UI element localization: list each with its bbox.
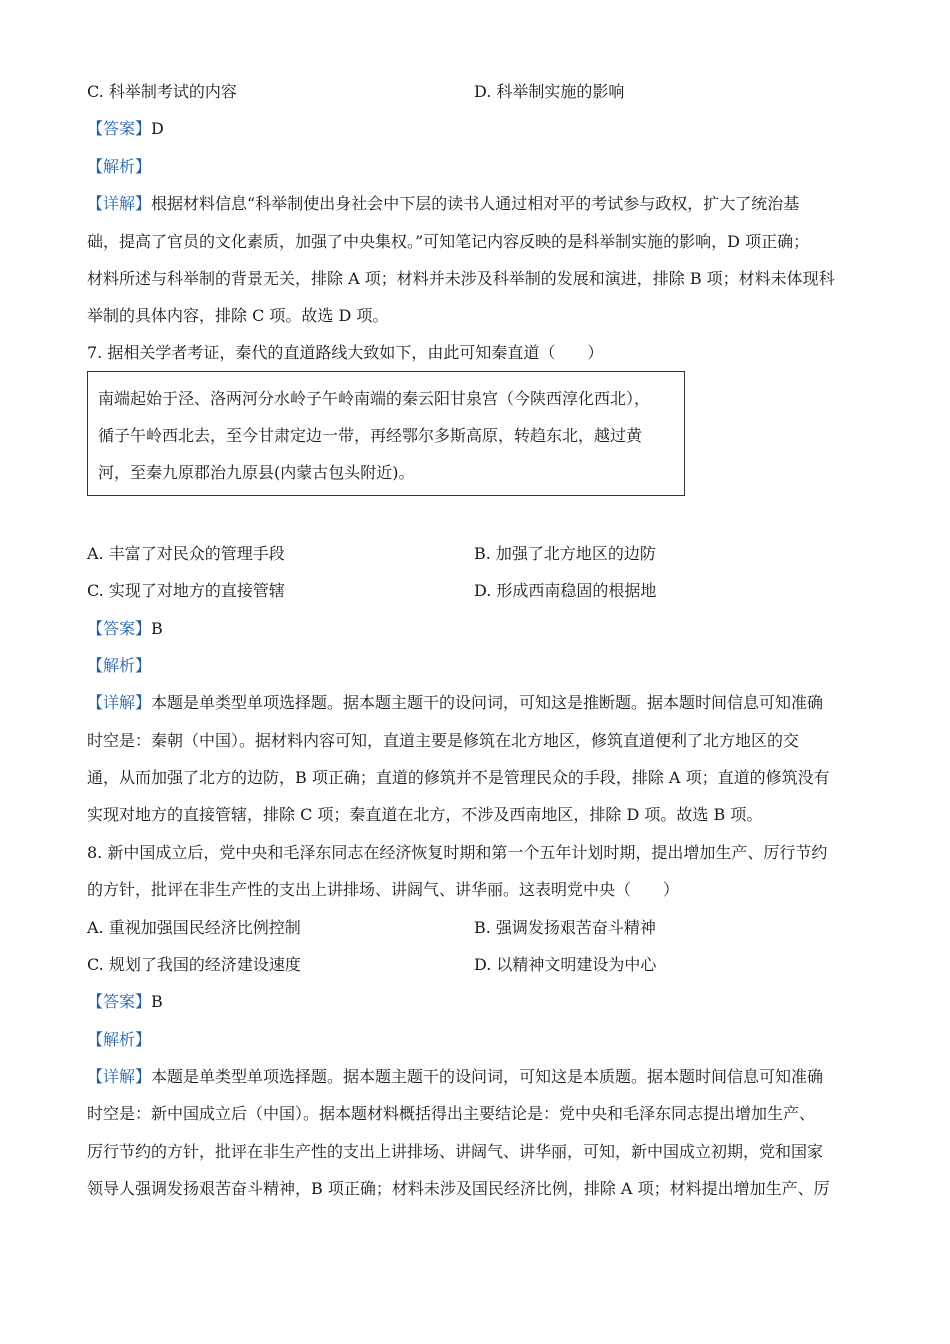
q8-option-b: B. 强调发扬艰苦奋斗精神 (474, 918, 656, 937)
q8-option-a: A. 重视加强国民经济比例控制 (87, 918, 301, 937)
q8-detail-line-1 (87, 1066, 823, 1088)
analysis-label: 【解析】 (87, 656, 152, 675)
q8-option-c: C. 规划了我国的经济建设速度 (87, 955, 301, 974)
detail-text: 本题是单类型单项选择题。据本题主题干的设问词，可知这是本质题。据本题时间信息可知准确 (151, 1067, 824, 1086)
answer-label: 【答案】 (87, 619, 152, 638)
q8-analysis-label (87, 1029, 151, 1051)
q8-answer (87, 991, 163, 1013)
q7-option-b: B. 加强了北方地区的边防 (474, 544, 656, 563)
q7-material-line-2: 循子午岭西北去，至今甘肃定边一带，再经鄂尔多斯高原，转趋东北，越过黄 (98, 426, 643, 445)
q6-detail-line-1 (87, 193, 799, 215)
answer-value: D (151, 119, 164, 138)
q6-option-d: D. 科举制实施的影响 (474, 82, 625, 101)
q8-stem-line-1: 8. 新中国成立后，党中央和毛泽东同志在经济恢复时期和第一个五年计划时期，提出增加生产、厉行节约 (87, 843, 828, 862)
q8-detail-line-2: 时空是：新中国成立后（中国）。据本题材料概括得出主要结论是：党中央和毛泽东同志提出增加生产、 (87, 1104, 816, 1123)
q6-analysis-label (87, 156, 151, 178)
detail-label: 【详解】 (87, 1067, 152, 1086)
detail-label: 【详解】 (87, 693, 152, 712)
q7-material-box (87, 371, 685, 496)
q8-stem-line-2: 的方针，批评在非生产性的支出上讲排场、讲阔气、讲华丽。这表明党中央（ ） (87, 880, 680, 899)
answer-label: 【答案】 (87, 119, 152, 138)
q6-option-c: C. 科举制考试的内容 (87, 82, 237, 101)
detail-text: 本题是单类型单项选择题。据本题主题干的设问词，可知这是推断题。据本题时间信息可知准确 (151, 693, 824, 712)
q8-detail-line-4: 领导人强调发扬艰苦奋斗精神，B 项正确；材料未涉及国民经济比例，排除 A 项；材料提出增加生产、厉 (87, 1179, 830, 1198)
q8-detail-line-3: 厉行节约的方针，批评在非生产性的支出上讲排场、讲阔气、讲华丽，可知，新中国成立初期，党和国家 (87, 1142, 824, 1161)
q7-analysis-label (87, 655, 151, 677)
answer-value: B (151, 992, 163, 1011)
answer-value: B (151, 619, 163, 638)
q7-detail-line-4: 实现对地方的直接管辖，排除 C 项；秦直道在北方，不涉及西南地区，排除 D 项。故选 B 项。 (87, 805, 763, 824)
q7-option-c: C. 实现了对地方的直接管辖 (87, 581, 285, 600)
q6-detail-line-4: 举制的具体内容，排除 C 项。故选 D 项。 (87, 306, 389, 325)
q7-option-d: D. 形成西南稳固的根据地 (474, 581, 657, 600)
q8-option-d: D. 以精神文明建设为中心 (474, 955, 657, 974)
q6-detail-line-3: 材料所述与科举制的背景无关，排除 A 项；材料并未涉及科举制的发展和演进，排除 B 项；材料未体现科 (87, 269, 835, 288)
detail-text: 根据材料信息“科举制使出身社会中下层的读书人通过相对平的考试参与政权，扩大了统治基 (151, 194, 800, 213)
q7-option-a: A. 丰富了对民众的管理手段 (87, 544, 285, 563)
q6-detail-line-2: 础，提高了官员的文化素质，加强了中央集权。”可知笔记内容反映的是科举制实施的影响，D 项正确； (87, 232, 810, 251)
analysis-label: 【解析】 (87, 1030, 152, 1049)
q6-answer (87, 118, 164, 140)
q7-detail-line-2: 时空是：秦朝（中国）。据材料内容可知，直道主要是修筑在北方地区，修筑直道便利了北方地区的交 (87, 731, 800, 750)
q7-detail-line-1 (87, 692, 823, 714)
detail-label: 【详解】 (87, 194, 152, 213)
answer-label: 【答案】 (87, 992, 152, 1011)
analysis-label: 【解析】 (87, 157, 152, 176)
q7-answer (87, 618, 163, 640)
q7-material-line-1: 南端起始于泾、洛两河分水岭子午岭南端的秦云阳甘泉宫（今陕西淳化西北）， (98, 389, 651, 408)
q7-detail-line-3: 通，从而加强了北方的边防，B 项正确；直道的修筑并不是管理民众的手段，排除 A 项；直道的修筑没有 (87, 768, 830, 787)
q7-stem: 7. 据相关学者考证，秦代的直道路线大致如下，由此可知秦直道（ ） (87, 343, 604, 362)
q7-material-line-3: 河，至秦九原郡治九原县(内蒙古包头附近)。 (98, 463, 415, 482)
